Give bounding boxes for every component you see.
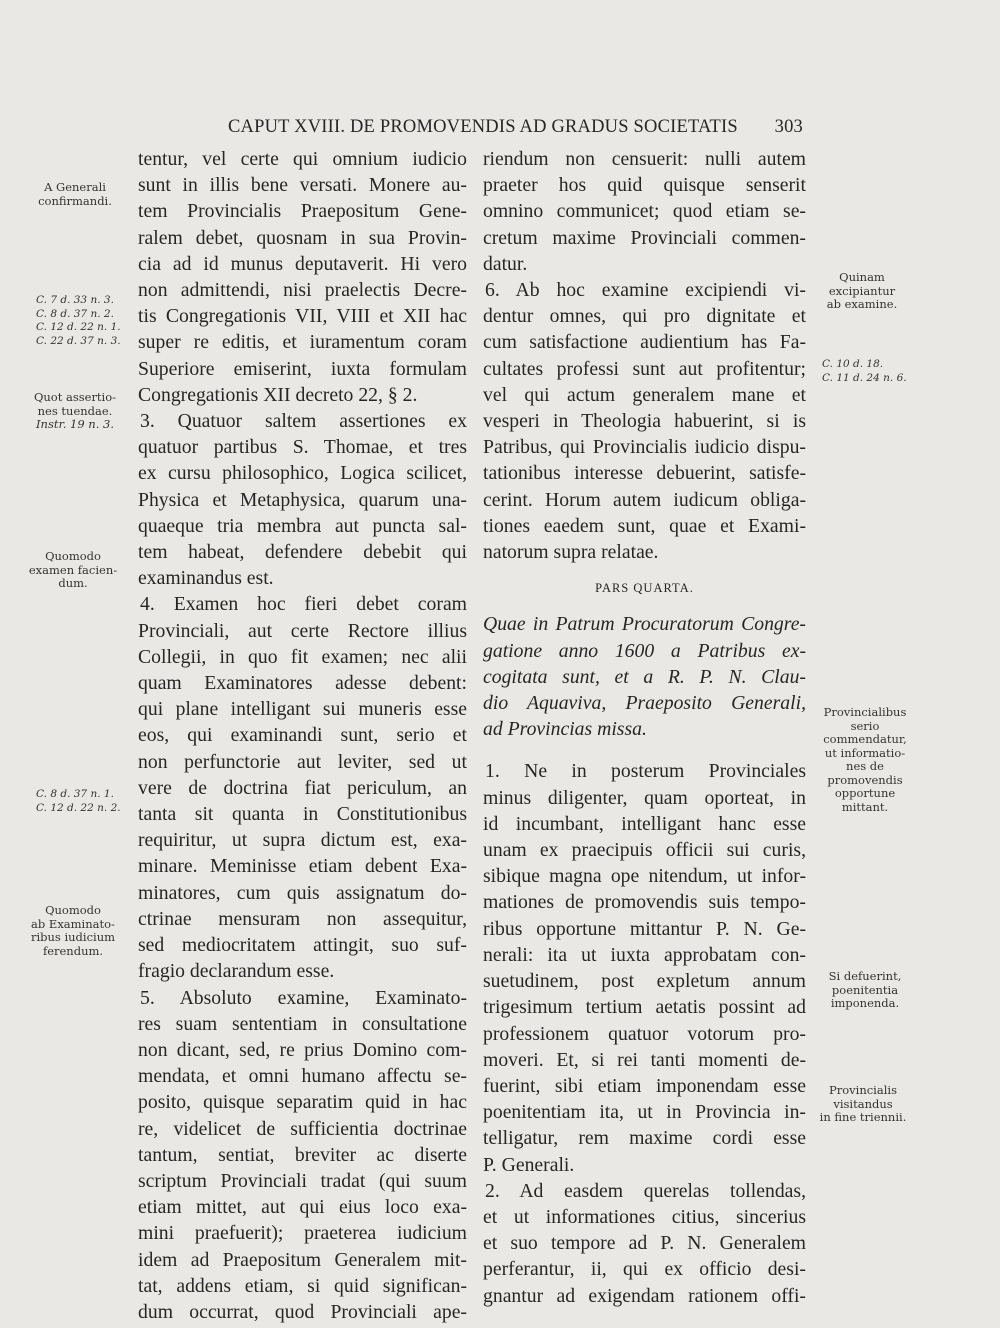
margin-note-assertiones: Quot assertio- nes tuendae. Instr. 19 n. 3. — [33, 390, 117, 431]
text-line: unam ex praecipuis officii sui curis, — [483, 839, 806, 862]
text-line: etiam mittet, aut qui eius loco exa- — [138, 1196, 467, 1219]
paragraph-continued-right — [483, 146, 806, 277]
text-line: suetudinem, post expletum annum — [483, 970, 806, 993]
text-line: ex cursu philosophico, Logica scilicet, — [138, 462, 467, 485]
text-line: qui plane intelligant sui muneris esse — [138, 698, 467, 721]
paragraph-1 — [483, 758, 806, 1177]
text-line: minare. Meminisse etiam debent Exa- — [138, 855, 467, 878]
text-line: tationibus interesse debuerint, satisfe- — [483, 462, 806, 485]
margin-note-visitandus: Provincialis visitandus in fine triennii. — [819, 1083, 907, 1124]
text-line: examinandus est. — [138, 567, 274, 590]
text-line: tentur, vel certe qui omnium iudicio — [138, 148, 467, 170]
text-line: Patribus, qui Provincialis iudicio dispu- — [483, 436, 806, 459]
text-line: sibique magna ope nitendum, ut infor- — [483, 865, 806, 888]
paragraph-5 — [138, 985, 467, 1326]
text-line: trigesimum tertium aetatis possint ad — [483, 996, 806, 1019]
text-line: riendum non censuerit: nulli autem — [483, 148, 806, 170]
text-line: dentur omnes, qui pro dignitate et — [483, 305, 806, 328]
text-line: requiritur, ut supra dictum est, exa- — [138, 829, 467, 852]
text-line: mendata, et omni humano affectu se- — [138, 1065, 467, 1088]
text-line: Quae in Patrum Procuratorum Congre- — [483, 613, 806, 636]
text-line: tiones eaedem sunt, quae et Exami- — [483, 514, 806, 537]
margin-note-examinatoribus: Quomodo ab Examinato- ribus iudicium ferendum. — [30, 903, 116, 958]
text-line: non admittendi, nisi praelectis Decre- — [138, 279, 467, 302]
text-line: 5. Absoluto examine, Examinato- — [140, 986, 467, 1009]
text-line: telligatur, rem maxime cordi esse — [483, 1127, 806, 1150]
paragraph-4 — [138, 591, 467, 984]
text-line: 6. Ab hoc examine excipiendi vi- — [485, 279, 806, 302]
paragraph-continued — [138, 146, 467, 408]
text-line: dio Aquaviva, Praeposito Generali, — [483, 692, 806, 715]
running-title: CAPUT XVIII. DE PROMOVENDIS AD GRADUS SOCIETATIS — [228, 117, 738, 137]
text-line: ctrinae mensuram non assequitur, — [138, 907, 467, 930]
text-line: Congregationis XII decreto 22, § 2. — [138, 383, 418, 406]
text-line: vesperi in Theologia habuerint, si is — [483, 410, 806, 433]
text-line: tem habeat, defendere debebit qui — [138, 541, 467, 564]
page-number: 303 — [774, 117, 803, 137]
text-line: quam Examinatores adesse debent: — [138, 672, 467, 695]
text-line: fragio declarandum esse. — [138, 960, 335, 983]
text-line: vel qui actum generalem mane et — [483, 383, 806, 406]
text-line: quaeque tria membra aut puncta sal- — [138, 514, 467, 537]
text-line: perferantur, ii, qui ex officio desi- — [483, 1258, 806, 1281]
text-line: tat, addens etiam, si quid significan- — [138, 1274, 467, 1297]
text-line: cia ad id munus deputaverit. Hi vero — [138, 252, 467, 275]
margin-note-quinam: Quinam excipiantur ab examine. — [826, 270, 898, 311]
margin-note-generali: A Generali confirmandi. — [38, 180, 112, 208]
text-line: nerali: ita ut iuxta approbatam con- — [483, 943, 806, 966]
text-line: tanta sit quanta in Constitutionibus — [138, 803, 467, 826]
text-line: cultates professi sunt aut profitentur; — [483, 357, 806, 380]
running-header — [228, 117, 803, 138]
text-line: poenitentiam ita, ut in Provincia in- — [483, 1101, 806, 1124]
text-line: idem ad Praepositum Generalem mit- — [138, 1248, 467, 1271]
text-line: tem Provincialis Praepositum Gene- — [138, 200, 467, 223]
text-line: eos, qui examinandi sunt, serio et — [138, 724, 467, 747]
margin-note-provincialibus: Provincialibus serio commendatur, ut informatio- nes de promovendis opportune mittant. — [823, 705, 907, 814]
paragraph-6 — [483, 277, 806, 565]
text-line: 1. Ne in posterum Provinciales — [485, 760, 806, 783]
text-line: res suam sententiam in consultatione — [138, 1012, 467, 1035]
margin-refs-congregation-3: C. 10 d. 18. C. 11 d. 24 n. 6. — [822, 358, 907, 384]
section-title — [483, 611, 806, 742]
text-line: minatores, cum quis assignatum do- — [138, 881, 467, 904]
margin-note-poenitentia: Si defuerint, poenitentia imponenda. — [828, 969, 902, 1010]
section-heading: PARS QUARTA. — [595, 581, 694, 596]
text-line: ralem debet, quosnam in sua Provin- — [138, 226, 467, 249]
text-line: super re editis, et iuramentum coram — [138, 331, 467, 354]
text-line: Superiore emiserint, iuxta formulam — [138, 357, 467, 380]
text-line: Physica et Metaphysica, quarum una- — [138, 488, 467, 511]
text-line: minus diligenter, quam oporteat, in — [483, 786, 806, 809]
text-line: sed mediocritatem attingit, suo suf- — [138, 934, 467, 957]
text-line: omnino communicet; quod etiam se- — [483, 200, 806, 223]
text-line: 2. Ad easdem querelas tollendas, — [485, 1179, 806, 1202]
text-line: 4. Examen hoc fieri debet coram — [140, 593, 467, 616]
text-line: praeter hos quid quisque senserit — [483, 174, 806, 197]
text-line: scriptum Provinciali tradat (qui suum — [138, 1169, 467, 1192]
text-line: 3. Quatuor saltem assertiones ex — [140, 410, 467, 433]
text-line: tantum, sentiat, breviter ac diserte — [138, 1143, 467, 1166]
text-line: fuerint, sibi etiam imponendam esse — [483, 1074, 806, 1097]
text-line: mationes de promovendis suis tempo- — [483, 891, 806, 914]
text-line: P. Generali. — [483, 1153, 575, 1176]
text-line: sunt in illis bene versati. Monere au- — [138, 174, 467, 197]
text-line: moveri. Et, si rei tanti momenti de- — [483, 1048, 806, 1071]
text-line: ribus opportune mittantur P. N. Ge- — [483, 917, 806, 940]
text-line: posito, quisque separatim quid in hac — [138, 1091, 467, 1114]
text-line: mini praefuerit); praeterea iudicium — [138, 1222, 467, 1245]
text-line: re, videlicet de sufficientia doctrinae — [138, 1117, 467, 1140]
text-line: gnantur ad exigendam rationem offi- — [483, 1284, 806, 1307]
text-line: id incumbant, intelligant hanc esse — [483, 812, 806, 835]
text-line: cum satisfactione audientium has Fa- — [483, 331, 806, 354]
text-line: professionem quatuor votorum pro- — [483, 1022, 806, 1045]
right-text-column — [483, 146, 806, 1309]
paragraph-2 — [483, 1178, 806, 1309]
text-line: tis Congregationis VII, VIII et XII hac — [138, 305, 467, 328]
text-line: vere de doctrina fiat periculum, an — [138, 776, 467, 799]
text-line: et suo tempore ad P. N. Generalem — [483, 1232, 806, 1255]
text-line: non dicant, sed, re prius Domino com- — [138, 1038, 467, 1061]
text-line: Collegii, in quo fit examen; nec alii — [138, 645, 467, 668]
text-line: natorum supra relatae. — [483, 541, 659, 564]
text-line: quatuor partibus S. Thomae, et tres — [138, 436, 467, 459]
margin-note-examen: Quomodo examen facien- dum. — [28, 549, 118, 590]
text-line: et ut informationes citius, sincerius — [483, 1205, 806, 1228]
text-line: cerint. Horum autem iudicum obliga- — [483, 488, 806, 511]
margin-refs-congregation-2: C. 8 d. 37 n. 1. C. 12 d. 22 n. 2. — [36, 788, 121, 814]
left-text-column — [138, 146, 467, 1325]
text-line: dum occurrat, quod Provinciali ape- — [138, 1300, 467, 1323]
text-line: datur. — [483, 252, 528, 275]
text-line: ad Provincias missa. — [483, 718, 647, 741]
margin-refs-congregation-1: C. 7 d. 33 n. 3. C. 8 d. 37 n. 2. C. 12 d. 22 n. 1. C. 22 d. 37 n. 3. — [36, 294, 121, 347]
text-line: gatione anno 1600 a Patribus ex- — [483, 639, 806, 662]
paragraph-3 — [138, 408, 467, 591]
text-line: cretum maxime Provinciali commen- — [483, 226, 806, 249]
text-line: cogitata sunt, et a R. P. N. Clau- — [483, 665, 806, 688]
text-line: non perfunctorie aut leviter, sed ut — [138, 750, 467, 773]
text-line: Provinciali, aut certe Rectore illius — [138, 619, 467, 642]
